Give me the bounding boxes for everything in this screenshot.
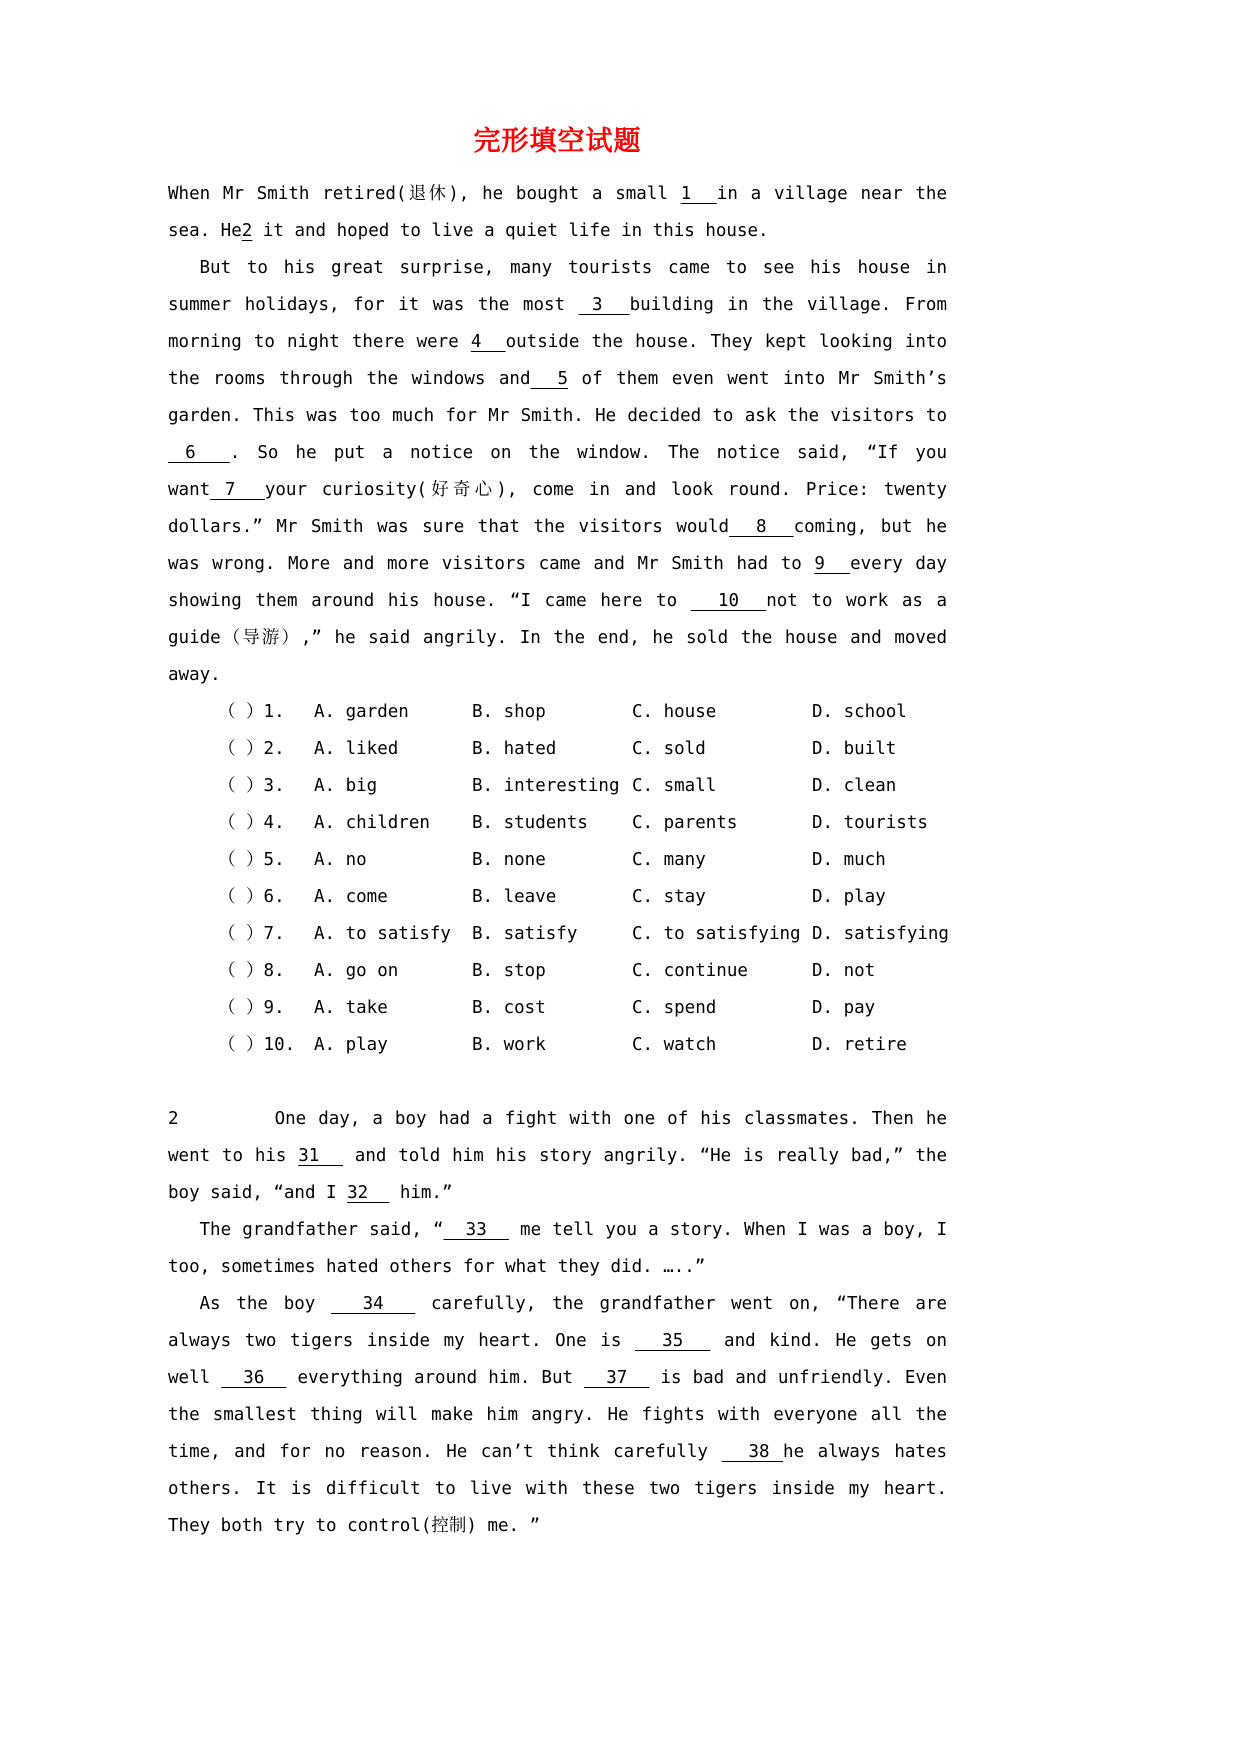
option-a: A. children — [314, 813, 430, 833]
blank-5: 5 — [530, 369, 569, 389]
answer-marker: （ ）9. — [218, 998, 285, 1018]
blank-7: 7 — [210, 480, 265, 500]
paragraph — [168, 1286, 947, 1545]
blank-8: 8 — [729, 517, 794, 537]
text-run: of them even went into Mr Smith’s garden. This was too much for Mr Smith. He decided to ask the visitors to — [168, 369, 948, 426]
option-c: C. sold — [632, 739, 706, 759]
option-c: C. continue — [632, 961, 748, 981]
option-c: C. to satisfying — [632, 924, 801, 944]
option-c: C. many — [632, 850, 706, 870]
answer-marker: （ ）7. — [218, 924, 285, 944]
text-run: . So he put a notice on the window. The notice said, “If you want — [168, 443, 947, 500]
question-row — [218, 916, 947, 953]
paragraph — [168, 176, 947, 250]
page-title: 完形填空试题 — [473, 126, 642, 157]
answer-marker: （ ）1. — [218, 702, 285, 722]
option-a: A. go on — [314, 961, 399, 981]
option-d: D. much — [812, 850, 886, 870]
text-run: But to his great surprise, many tourists came to see his house in summer holidays, for it was the most — [168, 258, 947, 315]
question-row — [218, 1027, 947, 1064]
question-row — [218, 842, 947, 879]
blank-3: 3 — [578, 295, 630, 315]
blank-35: 35 — [634, 1331, 711, 1351]
option-d: D. retire — [812, 1035, 907, 1055]
question-row — [218, 805, 947, 842]
text-run: your curiosity(好奇心), come in and look round. Price: twenty dollars.” Mr Smith was sure that the visitors would — [168, 480, 947, 537]
text-run: in a village near the sea. He — [168, 184, 947, 241]
option-d: D. tourists — [812, 813, 928, 833]
option-a: A. come — [314, 887, 388, 907]
answer-marker: （ ）4. — [218, 813, 285, 833]
answer-marker: （ ）5. — [218, 850, 285, 870]
passage-1 — [168, 176, 947, 694]
option-d: D. not — [812, 961, 876, 981]
blank-4: 4 — [470, 332, 506, 352]
blank-34: 34 — [331, 1294, 416, 1314]
option-b: B. none — [472, 850, 546, 870]
question-row — [218, 731, 947, 768]
text-run: him.” — [389, 1183, 453, 1203]
blank-33: 33 — [443, 1220, 509, 1240]
passage-2 — [168, 1101, 947, 1545]
text-run: The grandfather said, “ — [199, 1220, 444, 1240]
answer-marker: （ ）10. — [218, 1035, 296, 1055]
text-run: building in the village. From morning to night there were — [168, 295, 947, 352]
question-row — [218, 879, 947, 916]
answer-marker: （ ）8. — [218, 961, 285, 981]
option-b: B. shop — [472, 702, 546, 722]
option-c: C. stay — [632, 887, 706, 907]
option-a: A. big — [314, 776, 378, 796]
option-d: D. clean — [812, 776, 897, 796]
question-row — [218, 694, 947, 731]
option-b: B. interesting — [472, 776, 620, 796]
blank-9: 9 — [814, 554, 851, 574]
blank-32: 32 — [347, 1183, 390, 1203]
text-run: coming, but he was wrong. More and more visitors came and Mr Smith had to — [168, 517, 947, 574]
paragraph — [168, 1212, 947, 1286]
option-a: A. to satisfy — [314, 924, 451, 944]
blank-38: 38 — [721, 1442, 784, 1462]
question-row — [218, 768, 947, 805]
option-c: C. house — [632, 702, 717, 722]
option-a: A. liked — [314, 739, 399, 759]
option-b: B. cost — [472, 998, 546, 1018]
text-run: it and hoped to live a quiet life in this house. — [252, 221, 769, 241]
option-a: A. garden — [314, 702, 409, 722]
text-run: carefully, the grandfather went on, “There are always two tigers inside my heart. One is — [168, 1294, 947, 1351]
option-d: D. built — [812, 739, 897, 759]
option-b: B. leave — [472, 887, 557, 907]
question-row — [218, 990, 947, 1027]
option-b: B. work — [472, 1035, 546, 1055]
text-run: and kind. He gets on well — [168, 1331, 947, 1388]
paragraph — [168, 1101, 947, 1212]
option-a: A. take — [314, 998, 388, 1018]
option-a: A. no — [314, 850, 367, 870]
option-d: D. pay — [812, 998, 876, 1018]
blank-10: 10 — [690, 591, 767, 611]
answer-marker: （ ）2. — [218, 739, 285, 759]
blank-2: 2 — [241, 221, 253, 241]
option-b: B. satisfy — [472, 924, 578, 944]
option-b: B. stop — [472, 961, 546, 981]
question-row — [218, 953, 947, 990]
answer-marker: （ ）3. — [218, 776, 285, 796]
text-run: When Mr Smith retired(退休), he bought a small — [168, 184, 681, 204]
blank-37: 37 — [584, 1368, 650, 1388]
option-c: C. small — [632, 776, 717, 796]
option-d: D. satisfying — [812, 924, 949, 944]
option-d: D. play — [812, 887, 886, 907]
option-a: A. play — [314, 1035, 388, 1055]
answer-marker: （ ）6. — [218, 887, 285, 907]
text-run: me tell you a story. When I was a boy, I too, sometimes hated others for what they did. …..” — [168, 1220, 948, 1277]
text-run: As the boy — [199, 1294, 332, 1314]
question-list — [218, 694, 947, 1064]
option-c: C. parents — [632, 813, 738, 833]
blank-31: 31 — [298, 1146, 343, 1166]
option-b: B. hated — [472, 739, 557, 759]
text-run: every day showing them around his house. “I came here to — [168, 554, 947, 611]
blank-36: 36 — [221, 1368, 287, 1388]
text-run: he always hates others. It is difficult to live with these two tigers inside my heart. They both try to control(控制) me. ” — [168, 1442, 947, 1536]
option-d: D. school — [812, 702, 907, 722]
option-c: C. spend — [632, 998, 717, 1018]
text-run: 2 One day, a boy had a fight with one of his classmates. Then he went to his — [168, 1109, 947, 1166]
option-c: C. watch — [632, 1035, 717, 1055]
text-run: is bad and unfriendly. Even the smallest thing will make him angry. He fights with everyone all the time, and for no reason. He can’t think carefully — [168, 1368, 948, 1462]
text-run: everything around him. But — [286, 1368, 585, 1388]
option-b: B. students — [472, 813, 588, 833]
blank-6: 6 — [168, 443, 230, 463]
text-run: outside the house. They kept looking into the rooms through the windows and — [168, 332, 947, 389]
blank-1: 1 — [680, 184, 717, 204]
text-run: and told him his story angrily. “He is really bad,” the boy said, “and I — [168, 1146, 947, 1203]
text-run: not to work as a guide（导游）,” he said angrily. In the end, he sold the house and moved away. — [168, 591, 948, 685]
paragraph — [168, 250, 947, 694]
